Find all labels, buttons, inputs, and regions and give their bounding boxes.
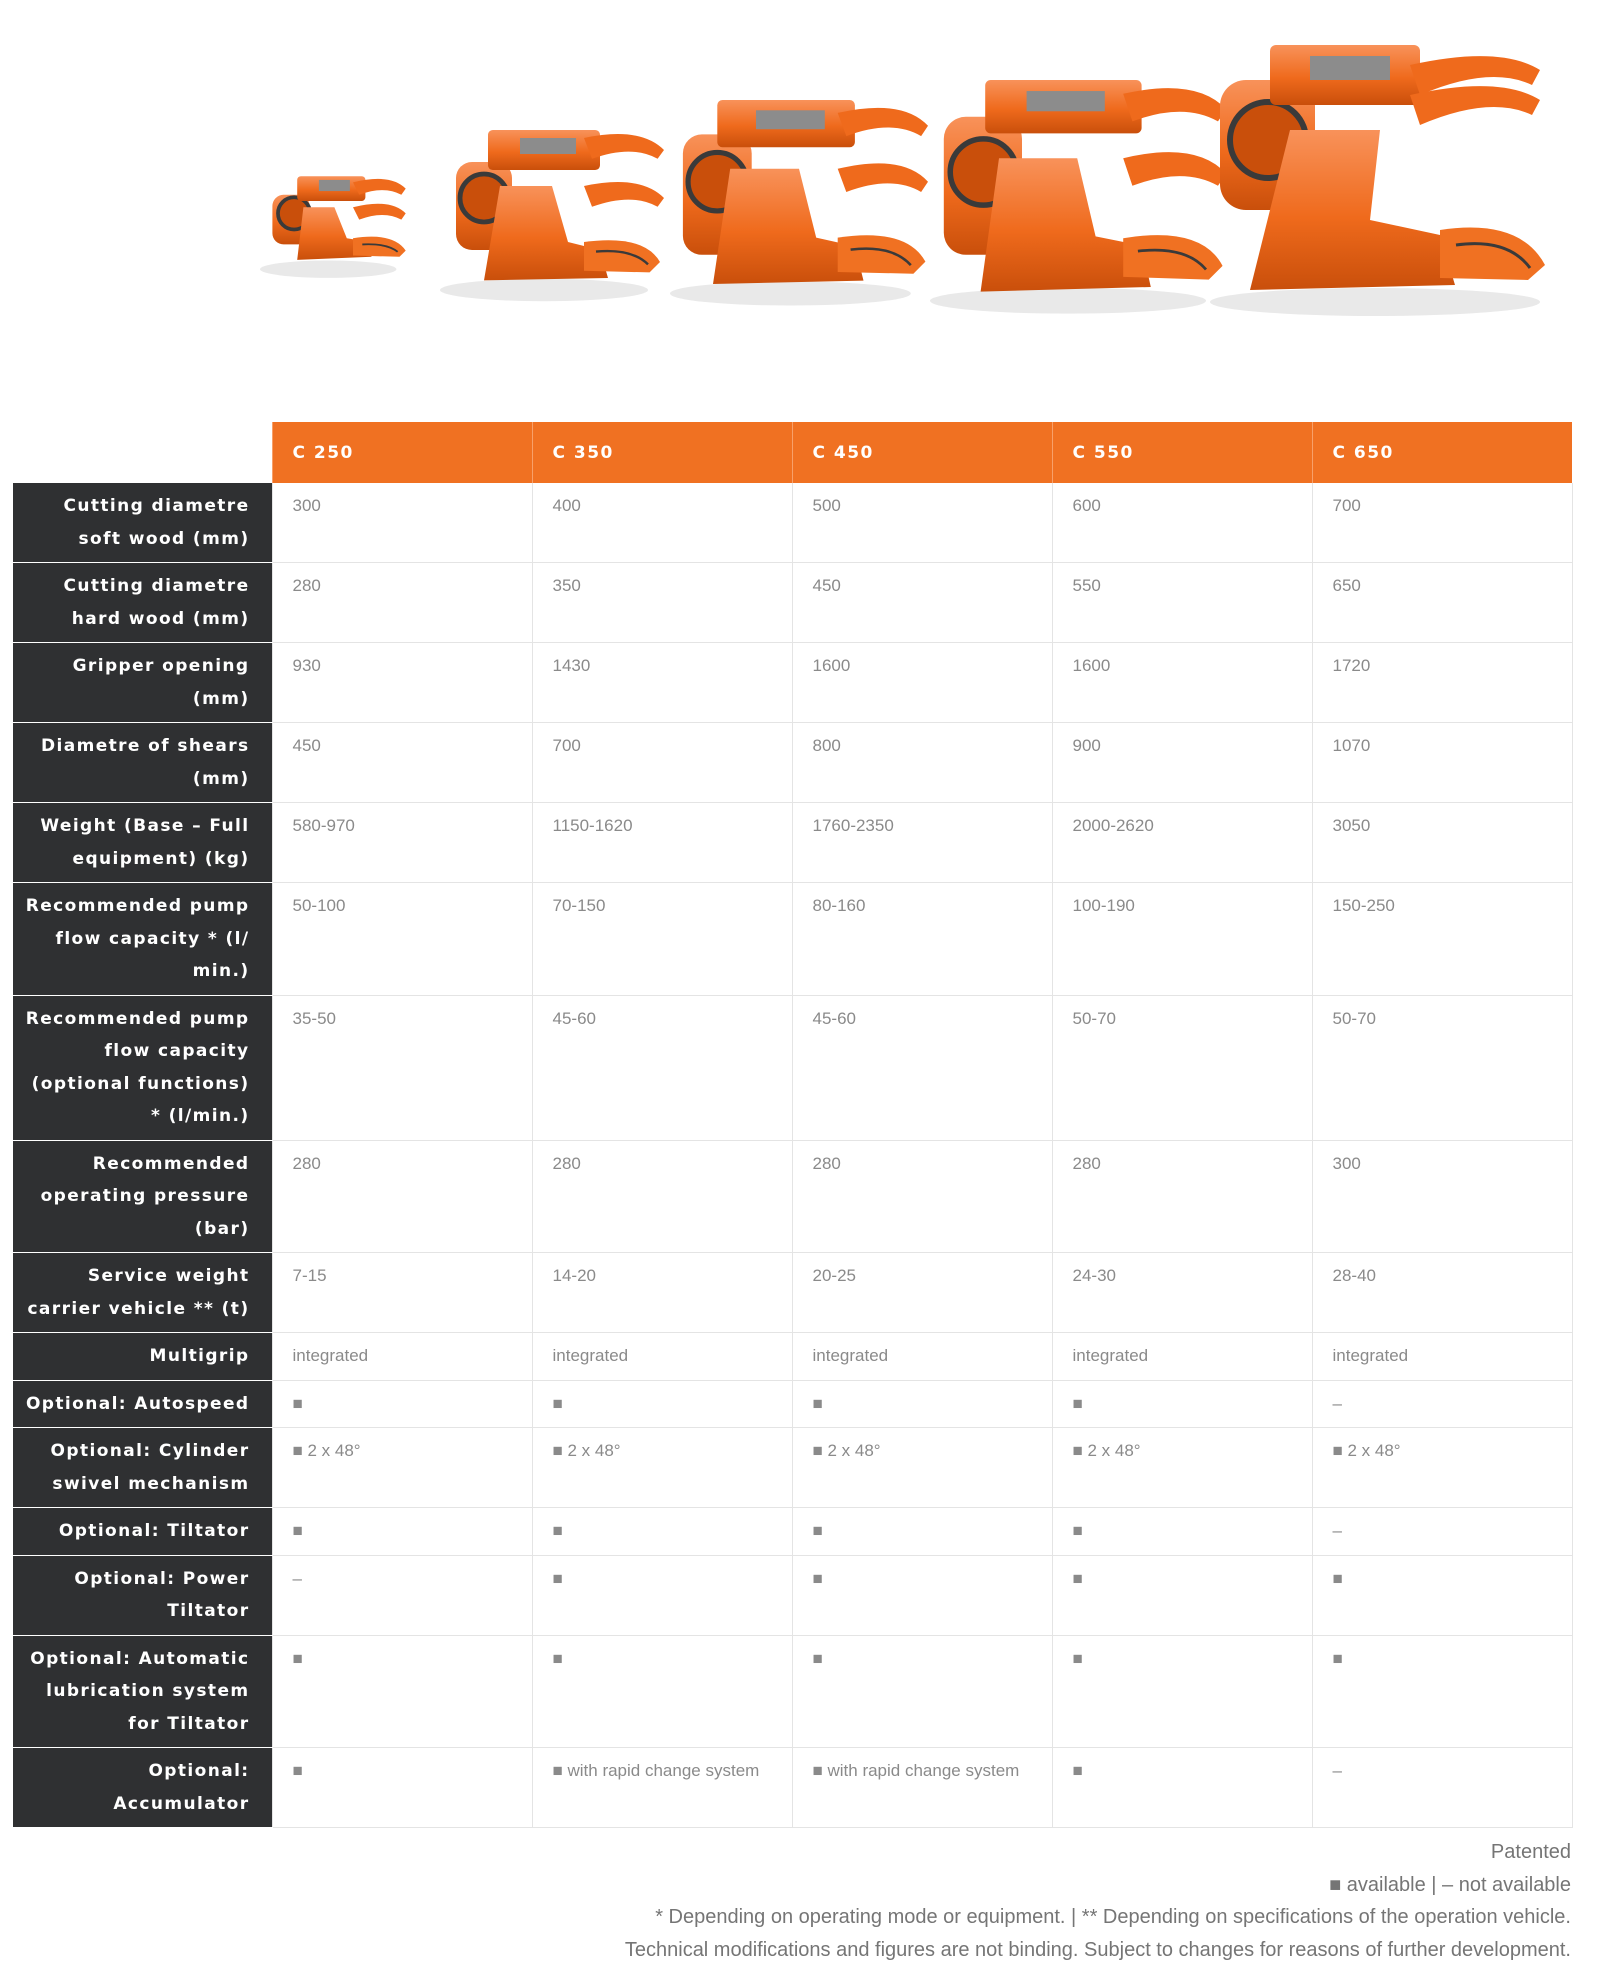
row-label: Service weight carrier vehicle ** (t)	[13, 1253, 272, 1333]
row-label: Optional: Accumulator	[13, 1748, 272, 1828]
table-cell: 14-20	[532, 1253, 792, 1333]
table-cell: 3050	[1312, 803, 1572, 883]
row-label: Recommended operating pressure (bar)	[13, 1140, 272, 1253]
row-label: Optional: Automatic lubrication system for Tiltator	[13, 1635, 272, 1748]
row-label: Recommended pump flow capacity (optional functions) * (l/min.)	[13, 995, 272, 1140]
table-cell: 900	[1052, 723, 1312, 803]
row-label: Recommended pump flow capacity * (l/ min.)	[13, 883, 272, 996]
specification-table	[13, 422, 1573, 1828]
row-label: Multigrip	[13, 1333, 272, 1381]
table-cell: ■	[1052, 1635, 1312, 1748]
row-label: Weight (Base – Full equipment) (kg)	[13, 803, 272, 883]
table-row	[13, 1555, 1572, 1635]
table-cell: ■	[792, 1635, 1052, 1748]
table-cell: 1430	[532, 643, 792, 723]
dependency-note: * Depending on operating mode or equipment. | ** Depending on specifications of the operation vehicle.	[655, 1906, 1571, 1928]
table-cell: 70-150	[532, 883, 792, 996]
column-header: C 250	[272, 422, 532, 483]
table-cell: 1070	[1312, 723, 1572, 803]
table-cell: 280	[1052, 1140, 1312, 1253]
shear-unit-c250	[260, 176, 406, 278]
row-label: Cutting diametre soft wood (mm)	[13, 483, 272, 563]
table-cell: 550	[1052, 563, 1312, 643]
shear-unit-c650	[1210, 45, 1545, 316]
table-cell: integrated	[272, 1333, 532, 1381]
table-cell: ■	[532, 1555, 792, 1635]
table-cell: 24-30	[1052, 1253, 1312, 1333]
table-cell: ■ with rapid change system	[792, 1748, 1052, 1828]
table-cell: 1150-1620	[532, 803, 792, 883]
table-corner	[13, 422, 272, 483]
table-row	[13, 723, 1572, 803]
table-cell: 45-60	[792, 995, 1052, 1140]
table-cell: 1760-2350	[792, 803, 1052, 883]
table-cell: ■	[272, 1508, 532, 1556]
table-cell: 20-25	[792, 1253, 1052, 1333]
table-cell: ■ with rapid change system	[532, 1748, 792, 1828]
table-cell: ■	[532, 1508, 792, 1556]
footnotes	[625, 1836, 1571, 1966]
shear-unit-c450	[670, 100, 928, 306]
table-cell: ■	[792, 1555, 1052, 1635]
table-cell: ■	[272, 1748, 532, 1828]
table-cell: ■	[1312, 1555, 1572, 1635]
table-cell: ■ 2 x 48°	[532, 1428, 792, 1508]
table-row	[13, 483, 1572, 563]
table-cell: 80-160	[792, 883, 1052, 996]
table-cell: –	[1312, 1380, 1572, 1428]
table-row	[13, 1253, 1572, 1333]
row-label: Cutting diametre hard wood (mm)	[13, 563, 272, 643]
table-cell: ■	[532, 1380, 792, 1428]
table-cell: 280	[272, 563, 532, 643]
table-cell: ■	[1052, 1380, 1312, 1428]
column-header: C 350	[532, 422, 792, 483]
table-cell: ■	[1052, 1508, 1312, 1556]
table-cell: 50-70	[1052, 995, 1312, 1140]
table-cell: ■	[532, 1635, 792, 1748]
table-cell: 930	[272, 643, 532, 723]
shear-unit-c350	[440, 130, 664, 301]
product-lineup-image	[250, 40, 1570, 330]
table-row	[13, 883, 1572, 996]
shear-unit-c550	[930, 80, 1226, 314]
table-cell: integrated	[532, 1333, 792, 1381]
table-header-row	[13, 422, 1572, 483]
table-cell: 35-50	[272, 995, 532, 1140]
patented-note: Patented	[1490, 1841, 1571, 1863]
table-cell: 500	[792, 483, 1052, 563]
table-cell: 800	[792, 723, 1052, 803]
table-row	[13, 1140, 1572, 1253]
row-label: Gripper opening (mm)	[13, 643, 272, 723]
table-cell: ■ 2 x 48°	[1312, 1428, 1572, 1508]
table-cell: ■ 2 x 48°	[792, 1428, 1052, 1508]
wood-cracker-attachments-illustration	[250, 40, 1570, 330]
table-row	[13, 643, 1572, 723]
table-cell: 300	[1312, 1140, 1572, 1253]
table-cell: ■	[272, 1635, 532, 1748]
table-cell: ■	[792, 1380, 1052, 1428]
table-row	[13, 1380, 1572, 1428]
table-cell: integrated	[792, 1333, 1052, 1381]
table-cell: 650	[1312, 563, 1572, 643]
table-cell: –	[1312, 1508, 1572, 1556]
table-cell: 28-40	[1312, 1253, 1572, 1333]
table-row	[13, 563, 1572, 643]
table-cell: 450	[272, 723, 532, 803]
table-cell: 45-60	[532, 995, 792, 1140]
table-cell: 700	[1312, 483, 1572, 563]
table-cell: integrated	[1312, 1333, 1572, 1381]
table-cell: 1600	[1052, 643, 1312, 723]
table-row	[13, 995, 1572, 1140]
table-row	[13, 1428, 1572, 1508]
table-cell: –	[272, 1555, 532, 1635]
table-cell: 1600	[792, 643, 1052, 723]
table-row	[13, 1508, 1572, 1556]
table-cell: 2000-2620	[1052, 803, 1312, 883]
table-cell: 280	[792, 1140, 1052, 1253]
table-cell: 100-190	[1052, 883, 1312, 996]
column-header: C 450	[792, 422, 1052, 483]
table-row	[13, 1333, 1572, 1381]
table-cell: 7-15	[272, 1253, 532, 1333]
table-cell: 150-250	[1312, 883, 1572, 996]
table-cell: ■ 2 x 48°	[272, 1428, 532, 1508]
table-cell: 450	[792, 563, 1052, 643]
disclaimer-note: Technical modifications and figures are not binding. Subject to changes for reasons of further development.	[624, 1938, 1571, 1961]
row-label: Diametre of shears (mm)	[13, 723, 272, 803]
table-cell: 580-970	[272, 803, 532, 883]
row-label: Optional: Cylinder swivel mechanism	[13, 1428, 272, 1508]
table-cell: integrated	[1052, 1333, 1312, 1381]
table-cell: ■	[272, 1380, 532, 1428]
table-cell: 1720	[1312, 643, 1572, 723]
table-body	[13, 483, 1572, 1828]
table-cell: 300	[272, 483, 532, 563]
table-row	[13, 803, 1572, 883]
table-cell: 400	[532, 483, 792, 563]
table-cell: ■	[1312, 1635, 1572, 1748]
table-cell: 50-70	[1312, 995, 1572, 1140]
row-label: Optional: Tiltator	[13, 1508, 272, 1556]
table-cell: 50-100	[272, 883, 532, 996]
table-cell: ■	[1052, 1748, 1312, 1828]
column-header: C 650	[1312, 422, 1572, 483]
table-cell: 280	[532, 1140, 792, 1253]
availability-legend: ■ available | – not available	[1329, 1873, 1571, 1896]
table-cell: –	[1312, 1748, 1572, 1828]
table-cell: 280	[272, 1140, 532, 1253]
column-header: C 550	[1052, 422, 1312, 483]
table-cell: ■	[1052, 1555, 1312, 1635]
table-cell: ■ 2 x 48°	[1052, 1428, 1312, 1508]
table-row	[13, 1748, 1572, 1828]
table-row	[13, 1635, 1572, 1748]
row-label: Optional: Power Tiltator	[13, 1555, 272, 1635]
table-cell: 600	[1052, 483, 1312, 563]
table-cell: 350	[532, 563, 792, 643]
table-cell: 700	[532, 723, 792, 803]
table-cell: ■	[792, 1508, 1052, 1556]
row-label: Optional: Autospeed	[13, 1380, 272, 1428]
